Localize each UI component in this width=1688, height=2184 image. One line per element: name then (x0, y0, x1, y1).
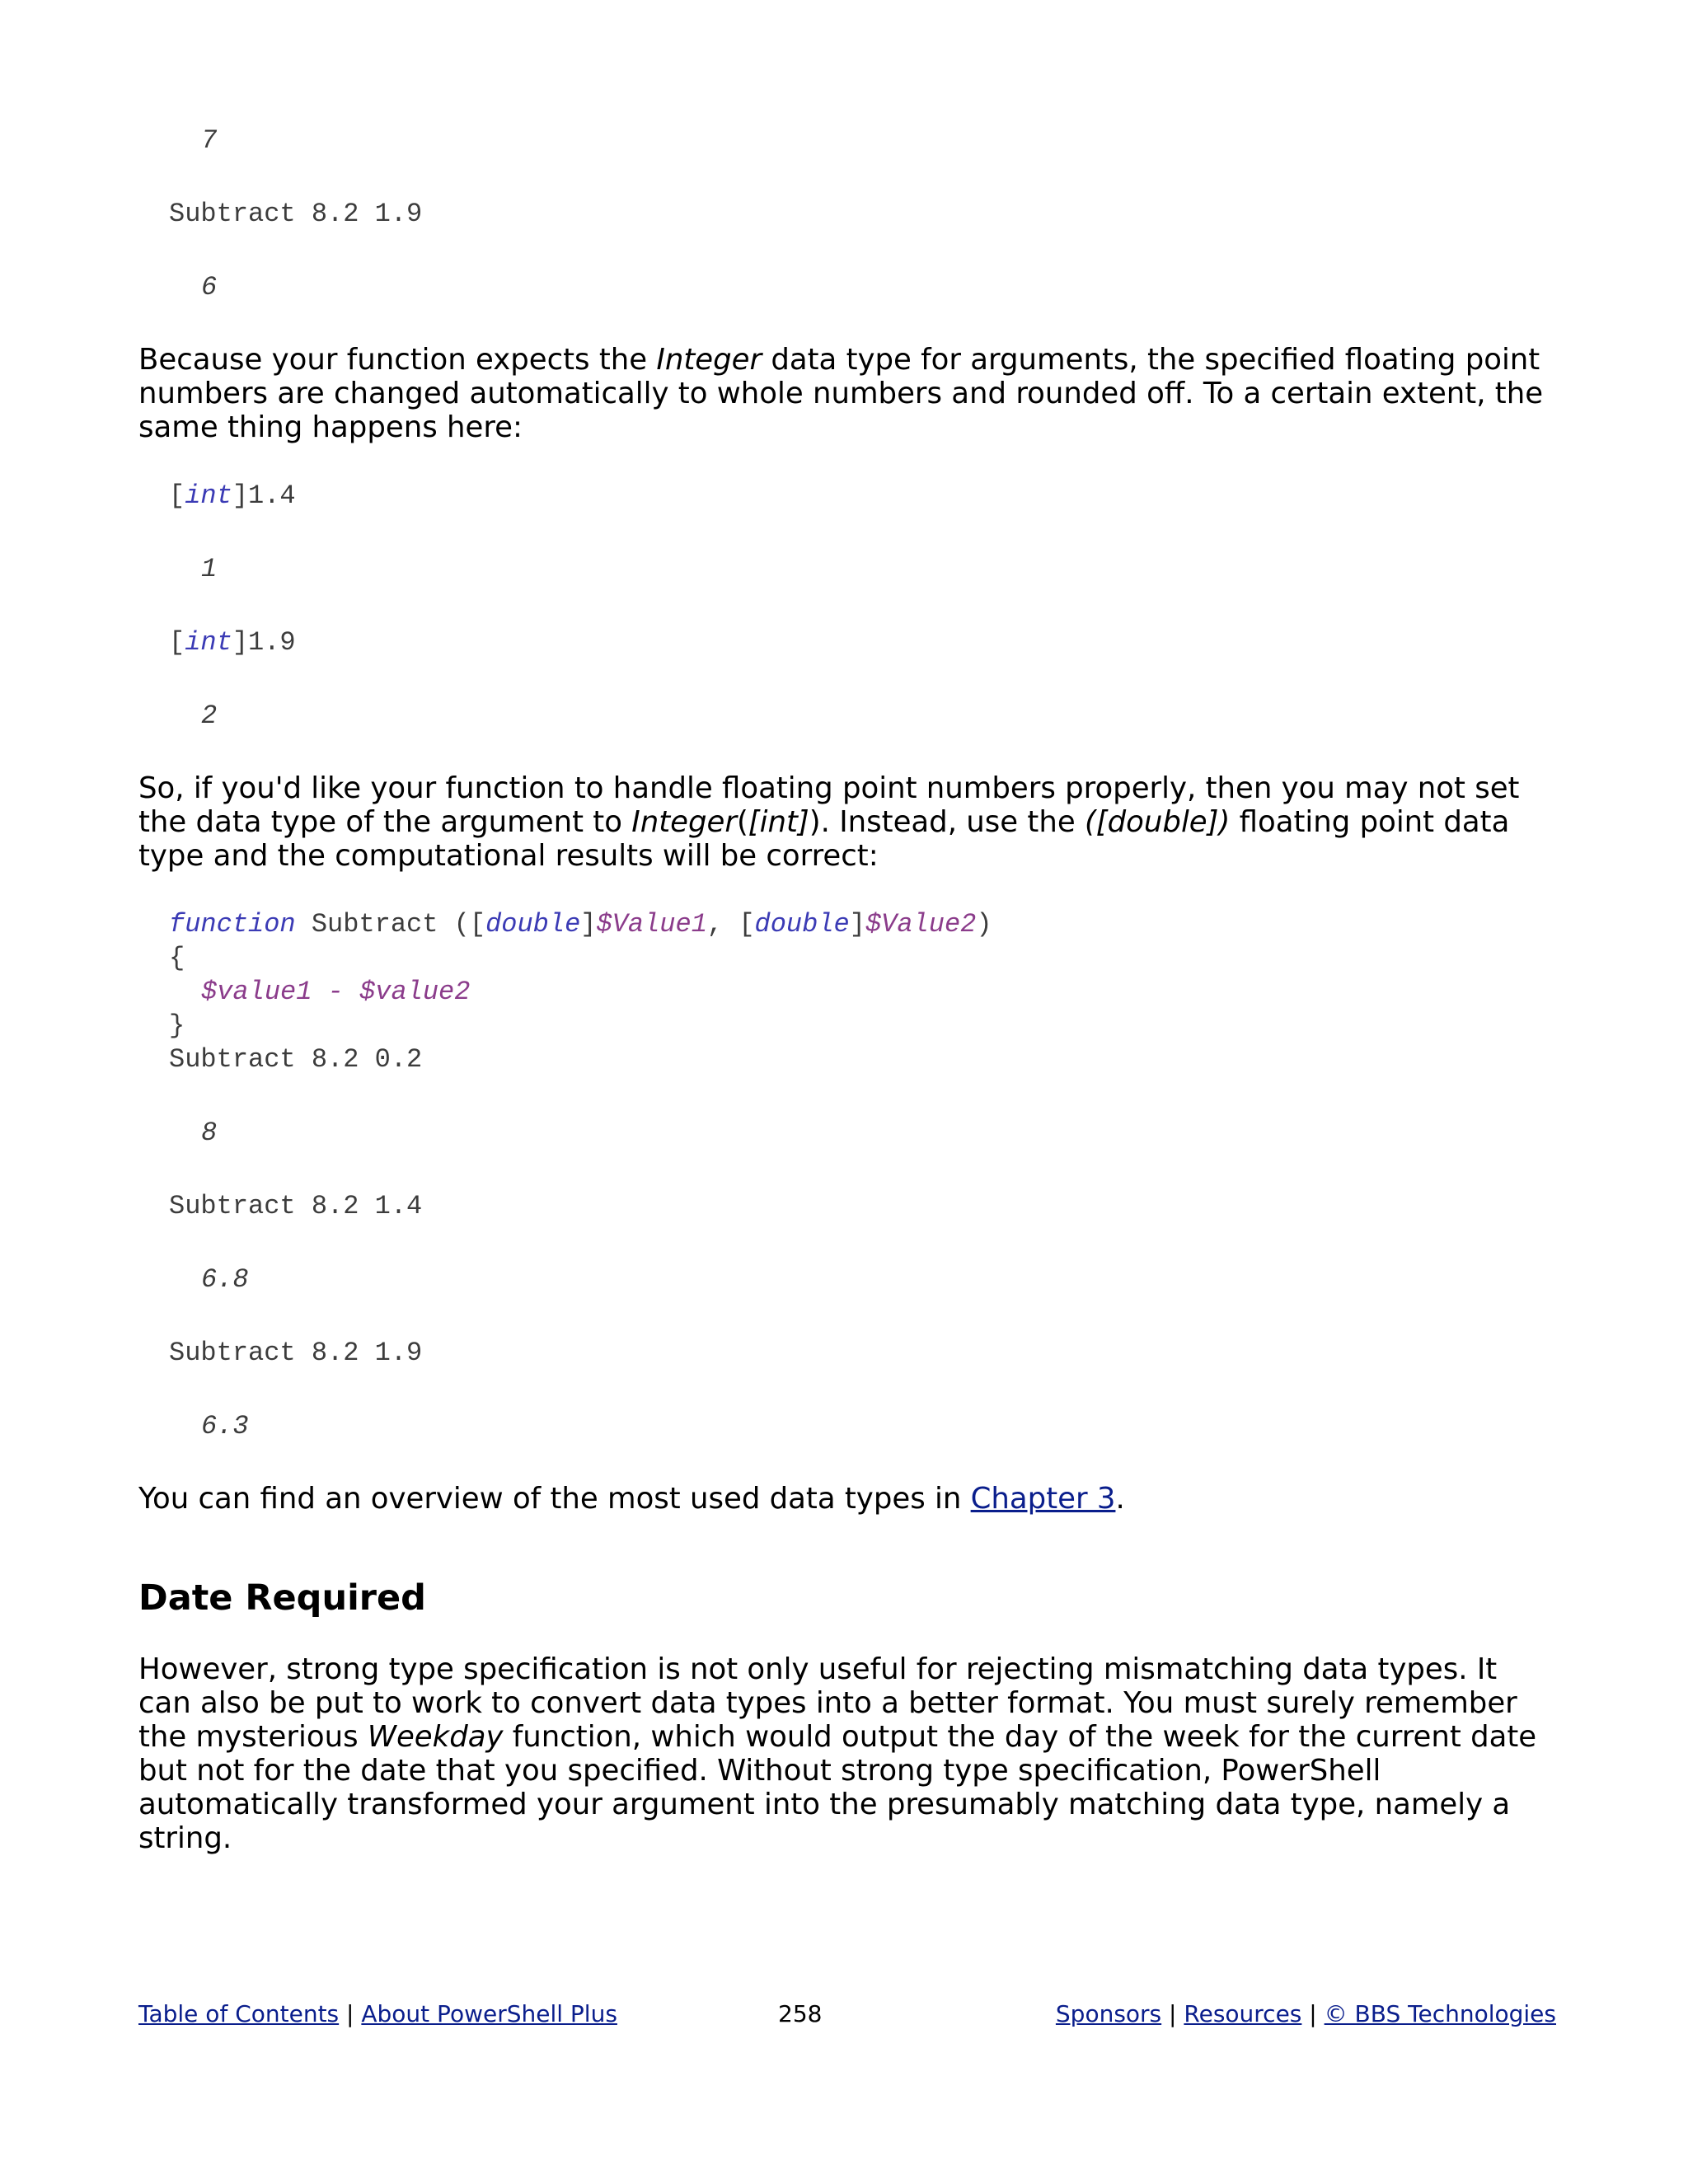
sponsors-link[interactable]: Sponsors (1055, 2000, 1162, 2027)
paragraph-double-type: So, if you'd like your function to handle floating point numbers properly, then you may not set the data type of the argument to Integer([int]). Instead, use the ([double]) floating point data type and the computational results will be correct: (138, 771, 1520, 873)
resources-link[interactable]: Resources (1184, 2000, 1302, 2027)
copyright-link[interactable]: © BBS Technologies (1324, 2000, 1556, 2027)
code-output: 6.8 (201, 1264, 249, 1295)
page-footer (138, 1998, 1556, 2031)
paragraph-overview: You can find an overview of the most used data types in Chapter 3. (138, 1482, 1125, 1516)
code-line: } (169, 1010, 185, 1041)
code-line: Subtract 8.2 0.2 (169, 1044, 423, 1075)
code-line-body: $value1 - $value2 (201, 977, 471, 1007)
footer-right-links: Sponsors | Resources | © BBS Technologies (1055, 2000, 1556, 2027)
page-number: 258 (778, 2000, 823, 2027)
code-line: [int]1.4 (169, 480, 296, 511)
page-content (138, 124, 1556, 1855)
code-block-int-cast (138, 479, 1556, 733)
code-output: 8 (201, 1118, 218, 1148)
code-output: 7 (201, 125, 218, 156)
code-block-top (138, 124, 1556, 304)
footer-left-links: Table of Contents | About PowerShell Plus (138, 2000, 617, 2027)
section-heading: Date Required (138, 1577, 426, 1619)
code-output: 2 (201, 701, 218, 731)
code-line: { (169, 943, 185, 973)
code-line: Subtract 8.2 1.4 (169, 1191, 423, 1221)
code-output: 6 (201, 272, 218, 302)
code-block-function (138, 907, 1556, 1443)
code-output: 6.3 (201, 1411, 249, 1441)
code-line-function-signature: function Subtract ([double]$Value1, [double]$Value2) (169, 909, 992, 940)
code-line: Subtract 8.2 1.9 (169, 1338, 423, 1368)
code-line: Subtract 8.2 1.9 (169, 199, 423, 229)
code-line: [int]1.9 (169, 627, 296, 658)
about-powershell-plus-link[interactable]: About PowerShell Plus (361, 2000, 617, 2027)
chapter-3-link[interactable]: Chapter 3 (970, 1482, 1116, 1516)
code-output: 1 (201, 554, 218, 584)
table-of-contents-link[interactable]: Table of Contents (138, 2000, 340, 2027)
paragraph-date-required: However, strong type specification is not only useful for rejecting mismatching data types. It can also be put to work to convert data types into a better format. You must surely remember the mysterious Weekday function, which would output the day of the week for the current date but not for the date that you specified. Without strong type specification, PowerShell automatically transformed your argument into the presumably matching data type, namely a string. (138, 1652, 1537, 1855)
paragraph-integer-rounding: Because your function expects the Integer data type for arguments, the specified floating point numbers are changed automatically to whole numbers and rounded off. To a certain extent, the same thing happens here: (138, 343, 1544, 444)
